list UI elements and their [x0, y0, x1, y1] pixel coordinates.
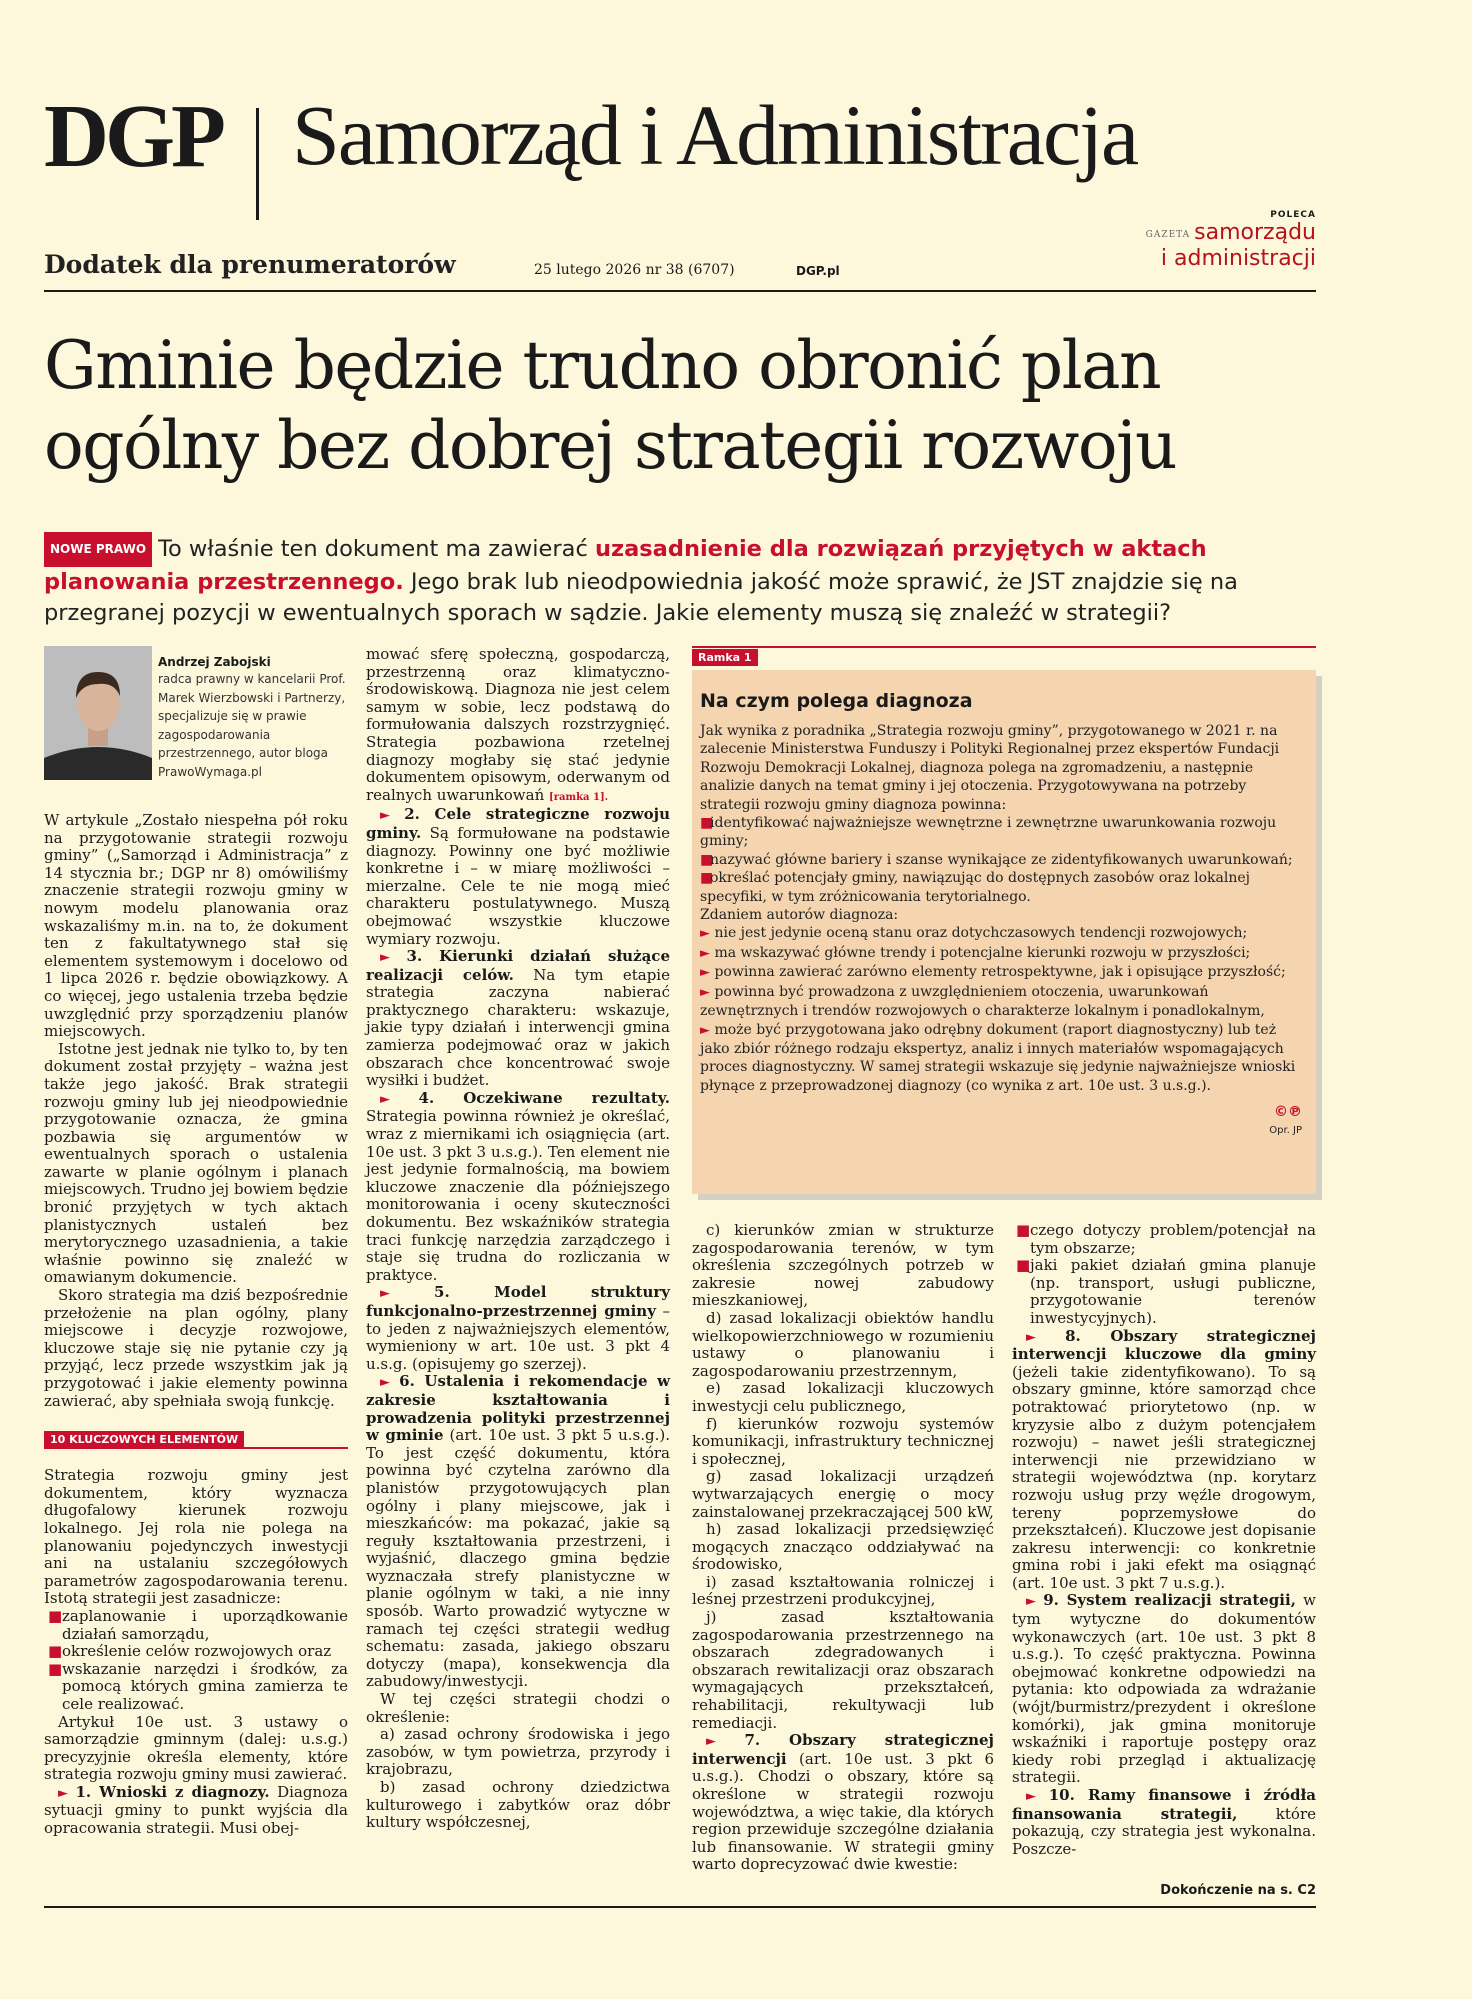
header-rule — [44, 290, 1316, 292]
list-item: ■określać potencjały gminy, nawiązując do dostępnych zasobów oraz lokalnej specyfiki, w tym zróżnicowania terytorialnego. — [700, 870, 1250, 905]
box-tag: Ramka 1 — [692, 649, 758, 666]
list-item: c) kierunków zmian w strukturze zagospodarowania terenów, w tym określenia szczególnych potrzeb w zakresie nowej zabudowy mieszkaniowej, — [692, 1221, 994, 1310]
list-item: ► ma wskazywać główne trendy i potencjalne kierunki rozwoju w przyszłości; — [700, 944, 1251, 961]
lead-highlight: uzasadnienie dla rozwiązań przyjętych w aktach planowania przestrzennego. — [44, 536, 1207, 595]
arrow-icon: ► — [380, 1091, 390, 1107]
masthead-title: Samorząd i Administracja — [292, 87, 1138, 183]
author-name: Andrzej Zabojski — [158, 655, 271, 669]
lead — [44, 532, 1334, 629]
list-item: h) zasad lokalizacji przedsięwzięć mogących znacząco oddziaływać na środowisko, — [692, 1520, 994, 1574]
partner-gazeta: GAZETA — [1145, 229, 1191, 240]
list-item: ■jaki pakiet działań gmina planuje (np. transport, usługi publiczne, przygotowanie terenów inwestycyjnych). — [1016, 1256, 1316, 1327]
bullet-icon: ■ — [1016, 1256, 1031, 1275]
col4-paragraph-9: ► 9. System realizacji strategii, w tym wytyczne do dokumentów wykonawczych (art. 10e ust. 3 pkt 8 u.s.g.). To część praktyczna. Powinna obejmować konkretne odpowiedzi na pytania: kto odpowiada za wdrażanie (wójt/burmistrz/prezydent i określone komórki), jak gmina monitoruje wskaźniki i raportuje postępy oraz kiedy robi przegląd i aktualizację strategii. — [1012, 1591, 1316, 1787]
col4-paragraph-8: ► 8. Obszary strategicznej interwencji kluczowe dla gminy (jeżeli takie zidentyfikowano). To są obszary gminne, które samorząd chce potraktować priorytetowo (np. w kryzysie albo z dużym potencjałem rozwoju) – nawet jeśli strategicznej interwencji nie przewidziano w strategii województwa (np. korytarz rozwoju usług przy węźle drogowym, tereny poprzemysłowe do przekształceń). Kluczowe jest dopisanie zakresu interwencji: co konkretnie gmina robi i jaki efekt ma osiągnąć (art. 10e ust. 3 pkt 7 u.s.g.). — [1012, 1326, 1316, 1592]
box-reference[interactable]: [ramka 1]. — [549, 791, 609, 803]
arrow-icon: ► — [1026, 1789, 1036, 1804]
col2-paragraph-6: ► 6. Ustalenia i rekomendacje w zakresie kształtowania i prowadzenia polityki przestrzennej w gminie (art. 10e ust. 3 pkt 5 u.s.g.). To jest część dokumentu, która powinna być czytelna zarówno dla planistów przygotowujących plan ogólny i plany miejscowe, jak i mieszkańców: ma pokazać, jakie są reguły kształtowania przestrzeni, i wyjaśnić, dlaczego gmina będzie wyznaczała strefy planistyczne w planie ogólnym w taki, a nie inny sposób. Warto prowadzić wytyczne w ramach tej części strategii według schematu: zasada, jakiego obszaru dotyczy (mapa), konsekwencja dla zabudowy/inwestycji. — [366, 1372, 670, 1691]
box-footer — [700, 1103, 1302, 1140]
sidebar-box — [692, 670, 1316, 1194]
list-item: j) zasad kształtowania zagospodarowania przestrzennego na obszarach zdegradowanych i obszarach rewitalizacji oraz obszarach wymagających przekształceń, rehabilitacji, rekultywacji lub remediacji. — [692, 1608, 994, 1732]
arrow-icon: ► — [380, 950, 390, 966]
site-link[interactable]: DGP.pl — [796, 264, 840, 278]
bullet-icon: ■ — [1016, 1221, 1031, 1239]
bullet-icon: ■ — [48, 1642, 63, 1661]
list-item: ■wskazanie narzędzi i środków, za pomocą których gmina zamierza te cele realizować. — [48, 1659, 348, 1713]
box-top-rule — [692, 646, 1316, 648]
arrow-icon: ► — [380, 808, 390, 824]
list-item: ■czego dotyczy problem/potencjał na tym obszarze; — [1016, 1221, 1316, 1257]
author-bio: radca prawny w kancelarii Prof. Marek Wierzbowski i Partnerzy, specjalizuje się w prawie zagospodarowania przestrzennego, autor bloga PrawoWymaga.pl — [158, 672, 346, 779]
box-credit: Opr. JP — [1269, 1124, 1302, 1136]
bullet-icon: ■ — [700, 870, 714, 887]
box-paragraph-1: Jak wynika z poradnika „Strategia rozwoju gminy”, przygotowanego w 2021 r. na zalecenie Ministerstwa Funduszy i Polityki Regionalnej przez ekspertów Fundacji Rozwoju Demokracji Lokalnej, diagnoza polega na zgromadzeniu, a następnie analizie danych na temat gminy i jej otoczenia. Przygotowywana na potrzeby strategii rozwoju gminy diagnoza powinna: — [700, 723, 1280, 813]
arrow-icon: ► — [700, 965, 710, 981]
lead-part2: Jego brak lub nieodpowiednia jakość może sprawić, że JST znajdzie się na przegranej pozycji w ewentualnych sporach w sądzie. Jakie elementy muszą się znaleźć w strategii? — [44, 569, 1238, 626]
col1-paragraph-4: Strategia rozwoju gminy jest dokumentem, który wyznacza długofalowy kierunek rozwoju lokalnego. Jej rola nie polega na planowaniu pojedynczych inwestycji ani na ustalaniu szczegółowych parametrów zagospodarowania terenu. Istotą strategii jest zasadnicze: — [44, 1466, 348, 1608]
list-item: d) zasad lokalizacji obiektów handlu wielkopowierzchniowego w rozumieniu ustawy o planowaniu i zagospodarowaniu przestrzennym, — [692, 1308, 994, 1380]
box-title: Na czym polega diagnoza — [700, 690, 973, 712]
col2-paragraph-1: mować sferę społeczną, gospodarczą, przestrzenną oraz klimatyczno-środowiskową. Diagnoza nie jest celem samym w sobie, lecz podstawą do formułowania dalszych rozstrzygnięć. Strategia pozbawiona rzetelnej diagnozy mogłaby się stać jedynie dokumentem opisowym, oderwanym od realnych uwarunkowań [ramka 1]. — [366, 645, 670, 804]
masthead-logo: DGP — [44, 87, 222, 186]
partner-poleca: POLECA — [1270, 210, 1316, 220]
arrow-icon: ► — [700, 1022, 710, 1038]
list-item: i) zasad kształtowania rolniczej i leśnej przestrzeni produkcyjnej, — [692, 1572, 994, 1609]
column-2 — [366, 646, 670, 1832]
box-body — [692, 722, 1316, 1140]
col1-paragraph-2: Istotne jest jednak nie tylko to, by ten dokument został przyjęty – ważna jest także jego jakość. Brak strategii rozwoju gminy lub jej nieodpowiednie przygotowanie oznacza, że gmina pozbawia się argumentów w ewentualnych sporach o ustalenia zawarte w planie ogólnym i planach miejscowych. Trudno jej bowiem będzie bronić przyjętych w tych aktach planistycznych ustaleń bez merytorycznego uzasadnienia, a takie właśnie powinno się znaleźć w omawianym dokumencie. — [44, 1039, 348, 1287]
arrow-icon: ► — [706, 1734, 716, 1750]
bullet-icon: ■ — [700, 851, 714, 868]
column-3 — [692, 1222, 994, 1874]
list-item: ► powinna zawierać zarówno elementy retrospektywne, jak i opisujące przyszłość; — [700, 964, 1286, 981]
box-tag-wrap — [692, 646, 758, 665]
col2-paragraph-7: W tej części strategii chodzi o określenie: — [366, 1690, 670, 1726]
arrow-icon: ► — [58, 1785, 68, 1801]
arrow-icon: ► — [700, 945, 710, 961]
col1-paragraph-6: ► 1. Wnioski z diagnozy. Diagnoza sytuacji gminy to punkt wyjścia dla opracowania strategii. Musi obej- — [44, 1782, 348, 1838]
arrow-icon: ► — [1026, 1329, 1036, 1345]
column-4 — [1012, 1222, 1316, 1900]
lead-part1: To właśnie ten dokument ma zawierać — [158, 536, 595, 562]
partner-logo — [1146, 210, 1316, 272]
box-paragraph-2: Zdaniem autorów diagnoza: — [700, 907, 899, 924]
copyright-mark: ©℗ — [1274, 1104, 1302, 1121]
list-item: ■określenie celów rozwojowych oraz — [48, 1642, 332, 1661]
col1-paragraph-3: Skoro strategia ma dziś bezpośrednie przełożenie na plan ogólny, plany miejscowe i decyzje rozwojowe, kluczowe staje się nie pytanie czy ją przyjąć, lecz przede wszystkim jak ją przygotować i jakie elementy powinna zawierać, aby spełniała swoją funkcję. — [44, 1286, 348, 1410]
col2-paragraph-2: ► 2. Cele strategiczne rozwoju gminy. Są formułowane na podstawie diagnozy. Powinny one być możliwie konkretne i – w miarę możliwości – mierzalne. Cele te nie mogą mieć charakteru postulatywnego. Muszą obejmować wszystkie kluczowe wymiary rozwoju. — [366, 805, 670, 948]
col4-paragraph-10: ► 10. Ramy finansowe i źródła finansowania strategii, które pokazują, czy strategia jest wykonalna. Poszcze- — [1012, 1786, 1317, 1858]
author-photo — [44, 646, 152, 780]
col3-paragraph-7: ► 7. Obszary strategicznej interwencji (art. 10e ust. 3 pkt 6 u.s.g.). Chodzi o obszary, które są określone w strategii rozwoju województwa, a więc takie, dla których region przewiduje szczególne działania lub finansowanie. W strategii gminy warto doprecyzować dwie kwestie: — [692, 1731, 994, 1874]
list-item: ■identyfikować najważniejsze wewnętrzne i zewnętrzne uwarunkowania rozwoju gminy; — [700, 815, 1277, 850]
column-1 — [44, 812, 348, 1838]
list-item: ► nie jest jedynie oceną stanu oraz dotychczasowych tendencji rozwojowych; — [700, 925, 1248, 942]
list-item: ■nazywać główne bariery i szanse wynikające ze zidentyfikowanych uwarunkowań; — [700, 851, 1293, 868]
bullet-icon: ■ — [700, 815, 714, 832]
list-item: f) kierunków rozwoju systemów komunikacji, infrastruktury technicznej i społecznej, — [692, 1414, 994, 1468]
headline: Gminie będzie trudno obronić plan ogólny bez dobrej strategii rozwoju — [44, 327, 1177, 484]
masthead-divider — [256, 108, 259, 220]
footer-rule — [44, 1906, 1316, 1908]
col2-paragraph-8: a) zasad ochrony środowiska i jego zasobów, w tym powietrza, przyrody i krajobrazu, — [366, 1725, 670, 1779]
list-item: ► powinna być prowadzona z uwzględnieniem otoczenia, uwarunkowań zewnętrznych i trendów rozwojowych o charakterze lokalnym i ponadlokalnym, — [700, 983, 1265, 1020]
list-item: ► może być przygotowana jako odrębny dokument (raport diagnostyczny) lub też jako zbiór różnego rodzaju ekspertyz, analiz i innych materiałów wspomagających proces diagnostyczny. W samej strategii wskazuje się jedynie najważniejsze wnioski płynące z przeprowadzonej diagnozy (co wynika z art. 10e ust. 3 u.s.g.). — [700, 1021, 1296, 1094]
col2-paragraph-4: ► 4. Oczekiwane rezultaty. Strategia powinna również je określać, wraz z miernikami ich osiągnięcia (art. 10e ust. 3 pkt 3 u.s.g.). Ten element nie jest jedynie formalnością, ma bowiem kluczowe znaczenie dla późniejszego monitorowania i oceny skuteczności dokumentu. Bez wskaźników strategia traci funkcję narzędzia zarządczego i staje się trudna do rozliczania w praktyce. — [366, 1088, 670, 1284]
supplement-label: Dodatek dla prenumeratorów — [44, 250, 456, 279]
section-label: 10 KLUCZOWYCH ELEMENTÓW — [44, 1431, 244, 1448]
arrow-icon: ► — [1026, 1594, 1036, 1610]
list-item: ■zaplanowanie i uporządkowanie działań samorządu, — [48, 1606, 348, 1643]
arrow-icon: ► — [700, 984, 710, 1000]
author-box — [158, 654, 348, 782]
section-badge: NOWE PRAWO — [44, 532, 152, 567]
section-header — [44, 1430, 348, 1449]
col1-paragraph-1: W artykule „Zostało niespełna pół roku na przygotowanie strategii rozwoju gminy” („Samorząd i Administracja” z 14 stycznia br.; DGP nr 8) omówiliśmy znaczenie strategii rozwoju gminy w nowym modelu planowania oraz wskazaliśmy m.in. na to, że dokument ten z fakultatywnego stał się elementem systemowym i docelowo od 1 lipca 2026 r. będzie obowiązkowy. A co więcej, jego ustalenia trzeba będzie uwzględnić przy sporządzeniu planów miejscowych. — [44, 811, 348, 1041]
bullet-icon: ■ — [48, 1606, 63, 1625]
arrow-icon: ► — [700, 926, 710, 942]
col2-paragraph-3: ► 3. Kierunki działań służące realizacji celów. Na tym etapie strategia zaczyna nabierać praktycznego charakteru: wskazuje, jakie typy działań i interwencji gmina zamierza podejmować oraz w jakich obszarach chce koncentrować swoje wysiłki i budżet. — [366, 947, 670, 1090]
partner-line2: i administracji — [1160, 246, 1316, 271]
arrow-icon: ► — [380, 1286, 390, 1302]
partner-line1: samorządu — [1194, 220, 1316, 245]
arrow-icon: ► — [380, 1375, 390, 1391]
continuation-note[interactable]: Dokończenie na s. C2 — [1160, 1883, 1316, 1899]
col1-paragraph-5: Artykuł 10e ust. 3 ustawy o samorządzie gminnym (dalej: u.s.g.) precyzyjnie określa elementy, które strategia rozwoju gminy musi zawierać. — [44, 1712, 348, 1784]
col2-paragraph-9: b) zasad ochrony dziedzictwa kulturowego i zabytków oraz dóbr kultury współczesnej, — [366, 1778, 670, 1832]
list-item: e) zasad lokalizacji kluczowych inwestycji celu publicznego, — [692, 1379, 994, 1415]
bullet-icon: ■ — [48, 1659, 63, 1678]
list-item: g) zasad lokalizacji urządzeń wytwarzających energię o mocy zainstalowanej przekraczającej 500 kW, — [692, 1467, 994, 1521]
col2-paragraph-5: ► 5. Model struktury funkcjonalno-przestrzennej gminy – to jeden z najważniejszych elementów, wymieniony w art. 10e ust. 3 pkt 4 u.s.g. (opisujemy go szerzej). — [366, 1283, 670, 1373]
issue-date: 25 lutego 2026 nr 38 (6707) — [534, 262, 735, 278]
